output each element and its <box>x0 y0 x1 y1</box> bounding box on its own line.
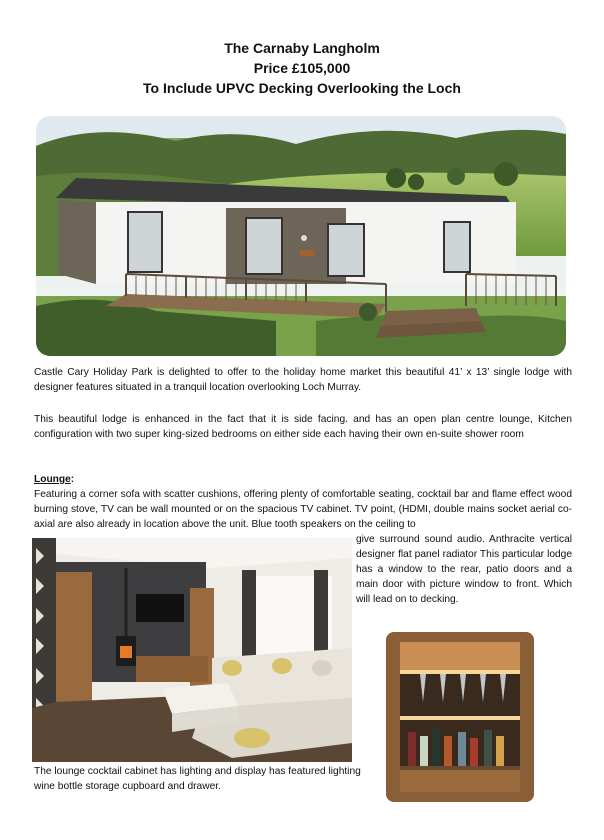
price: Price £105,000 <box>253 60 351 76</box>
lounge-heading-text: Lounge <box>34 474 71 485</box>
lounge-heading <box>34 472 572 487</box>
title-block <box>0 38 604 98</box>
lounge-heading-colon: : <box>70 474 75 485</box>
lodge-exterior-photo <box>36 116 566 356</box>
lounge-description: Featuring a corner sofa with scatter cushions, offering plenty of comfortable seating, cocktail bar and flame effect wood burning stove, TV can be wall mounted or on the spacious TV cabinet. TV point, (HDMI, double mains socket aerial co-axial are also already in location above the unit. Blue tooth speakers on the ceiling to <box>34 489 572 530</box>
lodge-name: The Carnaby Langholm <box>224 40 380 56</box>
cocktail-cabinet-caption: The lounge cocktail cabinet has lighting and display has featured lighting wine bottle storage cupboard and drawer. <box>34 766 361 792</box>
subtitle: To Include UPVC Decking Overlooking the Loch <box>143 80 461 96</box>
side-facing-paragraph: This beautiful lodge is enhanced in the fact that it is side facing. and has an open plan centre lounge, Kitchen configuration with two super king-sized bedrooms on either side each having their own en-suite shower room <box>34 414 572 440</box>
lounge-description-continued: give surround sound audio. Anthracite vertical designer flat panel radiator This particular lodge has a window to the rear, patio doors and a main door with picture window to front. Which will lead on to decking. <box>356 534 572 605</box>
cocktail-cabinet-photo <box>386 632 534 802</box>
intro-paragraph: Castle Cary Holiday Park is delighted to offer to the holiday home market this beautiful 41’ x 13’ single lodge with designer features situated in a tranquil location overlooking Loch Murray. <box>34 367 572 393</box>
lounge-photo <box>32 538 352 762</box>
